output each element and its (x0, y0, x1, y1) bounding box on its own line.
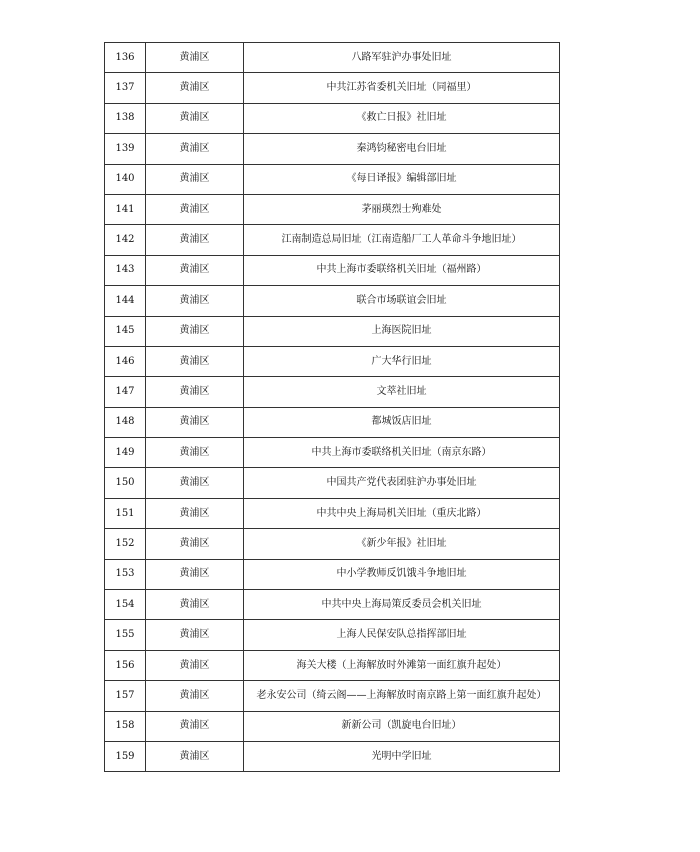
table-row (105, 73, 560, 103)
row-district: 黄浦区 (146, 650, 244, 680)
row-district: 黄浦区 (146, 559, 244, 589)
table-row (105, 346, 560, 376)
row-district: 黄浦区 (146, 377, 244, 407)
row-site-name: 老永安公司（绮云阁——上海解放时南京路上第一面红旗升起处） (244, 681, 560, 711)
row-number: 138 (105, 103, 146, 133)
row-district: 黄浦区 (146, 255, 244, 285)
row-district: 黄浦区 (146, 620, 244, 650)
row-district: 黄浦区 (146, 346, 244, 376)
row-number: 148 (105, 407, 146, 437)
row-number: 155 (105, 620, 146, 650)
row-site-name: 八路军驻沪办事处旧址 (244, 43, 560, 73)
row-district: 黄浦区 (146, 590, 244, 620)
table-row (105, 134, 560, 164)
row-site-name: 中共上海市委联络机关旧址（福州路） (244, 255, 560, 285)
row-district: 黄浦区 (146, 316, 244, 346)
row-site-name: 文萃社旧址 (244, 377, 560, 407)
table-row (105, 681, 560, 711)
row-district: 黄浦区 (146, 529, 244, 559)
row-district: 黄浦区 (146, 73, 244, 103)
row-site-name: 上海人民保安队总指挥部旧址 (244, 620, 560, 650)
table-row (105, 194, 560, 224)
row-district: 黄浦区 (146, 103, 244, 133)
row-district: 黄浦区 (146, 407, 244, 437)
row-number: 143 (105, 255, 146, 285)
row-number: 152 (105, 529, 146, 559)
table-row (105, 377, 560, 407)
row-district: 黄浦区 (146, 468, 244, 498)
row-site-name: 中国共产党代表团驻沪办事处旧址 (244, 468, 560, 498)
table-row (105, 590, 560, 620)
row-number: 136 (105, 43, 146, 73)
table-row (105, 620, 560, 650)
row-number: 140 (105, 164, 146, 194)
row-number: 157 (105, 681, 146, 711)
row-district: 黄浦区 (146, 711, 244, 741)
table-row (105, 43, 560, 73)
row-site-name: 《救亡日报》社旧址 (244, 103, 560, 133)
table-row (105, 468, 560, 498)
row-site-name: 海关大楼（上海解放时外滩第一面红旗升起处） (244, 650, 560, 680)
row-site-name: 联合市场联谊会旧址 (244, 286, 560, 316)
row-site-name: 中共江苏省委机关旧址（同福里） (244, 73, 560, 103)
row-site-name: 上海医院旧址 (244, 316, 560, 346)
row-district: 黄浦区 (146, 134, 244, 164)
row-district: 黄浦区 (146, 498, 244, 528)
row-site-name: 中小学教师反饥饿斗争地旧址 (244, 559, 560, 589)
row-site-name: 新新公司（凯旋电台旧址） (244, 711, 560, 741)
row-number: 151 (105, 498, 146, 528)
row-site-name: 广大华行旧址 (244, 346, 560, 376)
row-site-name: 中共中央上海局机关旧址（重庆北路） (244, 498, 560, 528)
row-site-name: 《新少年报》社旧址 (244, 529, 560, 559)
row-district: 黄浦区 (146, 681, 244, 711)
table-row (105, 286, 560, 316)
table-row (105, 255, 560, 285)
row-number: 154 (105, 590, 146, 620)
row-site-name: 光明中学旧址 (244, 741, 560, 771)
row-number: 159 (105, 741, 146, 771)
row-district: 黄浦区 (146, 164, 244, 194)
row-district: 黄浦区 (146, 438, 244, 468)
row-number: 145 (105, 316, 146, 346)
row-district: 黄浦区 (146, 194, 244, 224)
row-number: 147 (105, 377, 146, 407)
row-district: 黄浦区 (146, 286, 244, 316)
table-row (105, 711, 560, 741)
row-number: 149 (105, 438, 146, 468)
row-district: 黄浦区 (146, 741, 244, 771)
table-body (105, 43, 560, 772)
row-site-name: 《每日译报》编辑部旧址 (244, 164, 560, 194)
table-row (105, 103, 560, 133)
row-number: 146 (105, 346, 146, 376)
row-district: 黄浦区 (146, 225, 244, 255)
row-site-name: 中共上海市委联络机关旧址（南京东路） (244, 438, 560, 468)
row-number: 141 (105, 194, 146, 224)
table-row (105, 741, 560, 771)
row-number: 142 (105, 225, 146, 255)
table-row (105, 438, 560, 468)
table-row (105, 164, 560, 194)
table-row (105, 650, 560, 680)
row-number: 139 (105, 134, 146, 164)
row-number: 158 (105, 711, 146, 741)
row-number: 153 (105, 559, 146, 589)
table-row (105, 316, 560, 346)
row-site-name: 江南制造总局旧址（江南造船厂工人革命斗争地旧址） (244, 225, 560, 255)
heritage-sites-table (104, 42, 560, 772)
table-row (105, 407, 560, 437)
table-row (105, 498, 560, 528)
row-number: 144 (105, 286, 146, 316)
row-number: 150 (105, 468, 146, 498)
row-number: 156 (105, 650, 146, 680)
row-district: 黄浦区 (146, 43, 244, 73)
table-row (105, 225, 560, 255)
row-site-name: 秦鸿钧秘密电台旧址 (244, 134, 560, 164)
row-site-name: 中共中央上海局策反委员会机关旧址 (244, 590, 560, 620)
table-row (105, 529, 560, 559)
table-row (105, 559, 560, 589)
row-number: 137 (105, 73, 146, 103)
row-site-name: 茅丽瑛烈士殉难处 (244, 194, 560, 224)
row-site-name: 都城饭店旧址 (244, 407, 560, 437)
